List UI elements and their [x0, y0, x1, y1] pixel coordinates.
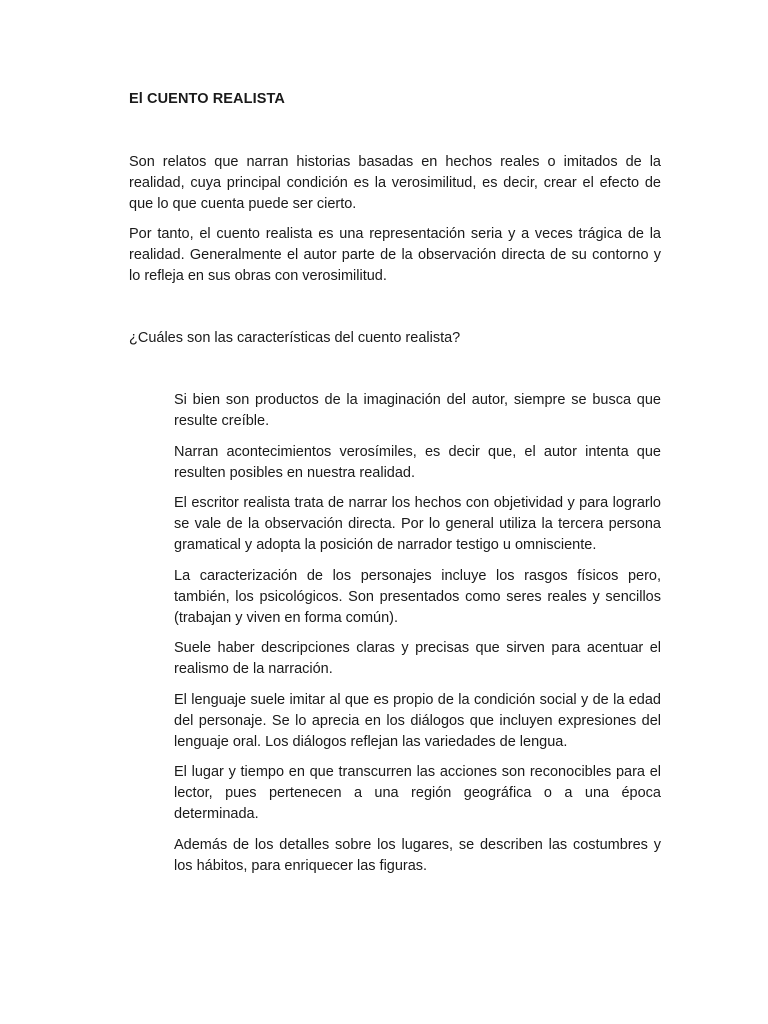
document-title: El CUENTO REALISTA: [129, 91, 285, 107]
feature-item: El lugar y tiempo en que transcurren las acciones son reconocibles para el lector, pues pertenecen a una región geográfica o a una época determinada.: [174, 764, 661, 822]
feature-item: Suele haber descripciones claras y precisas que sirven para acentuar el realismo de la narración.: [174, 640, 661, 677]
feature-item: Narran acontecimientos verosímiles, es decir que, el autor intenta que resulten posibles en nuestra realidad.: [174, 443, 661, 481]
intro-section: [129, 152, 661, 296]
feature-item: Además de los detalles sobre los lugares, se describen las costumbres y los hábitos, para enriquecer las figuras.: [174, 836, 661, 874]
feature-item: Si bien son productos de la imaginación del autor, siempre se busca que resulte creíble.: [174, 392, 661, 429]
intro-paragraph: Por tanto, el cuento realista es una representación seria y a veces trágica de la realidad. Generalmente el autor parte de la observación directa de su contorno y lo refleja en sus obras con verosimilitud.: [129, 226, 661, 284]
feature-item: El lenguaje suele imitar al que es propio de la condición social y de la edad del personaje. Se lo aprecia en los diálogos que incluyen expresiones del lenguaje oral. Los diálogos reflejan las variedades de lengua.: [174, 691, 661, 750]
features-list: [174, 390, 661, 886]
intro-paragraph: Son relatos que narran historias basadas en hechos reales o imitados de la realidad, cuya principal condición es la verosimilitud, es decir, crear el efecto de que lo que cuenta puede ser cierto.: [129, 154, 661, 212]
feature-item: La caracterización de los personajes incluye los rasgos físicos pero, también, los psicológicos. Son presentados como seres reales y sencillos (trabajan y viven en forma común).: [174, 567, 661, 626]
feature-item: El escritor realista trata de narrar los hechos con objetividad y para lograrlo se vale de la observación directa. Por lo general utiliza la tercera persona gramatical y adopta la posición de narrador testigo u omnisciente.: [174, 495, 661, 553]
section-question: ¿Cuáles son las características del cuento realista?: [129, 330, 461, 346]
